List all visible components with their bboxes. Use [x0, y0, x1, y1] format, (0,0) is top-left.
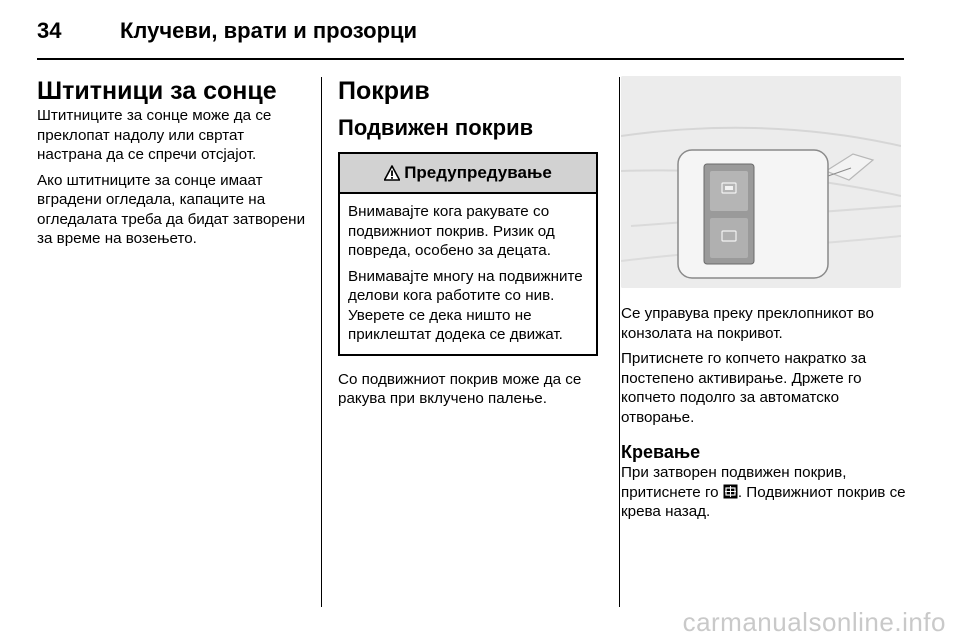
- tilting-text-after: . Подвижниот покрив се крева назад.: [621, 483, 906, 520]
- tilting-text-before: При затворен подвижен покрив, притиснете го: [621, 464, 847, 501]
- sun-visors-paragraph: Штитниците за сонце може да се преклопат надолу или свртат настрана да се спречи отсјајот.: [37, 107, 272, 163]
- sunroof-heading: Подвижен покрив: [338, 115, 534, 140]
- header-rule: [37, 58, 904, 60]
- tilt-button-icon: [723, 484, 738, 499]
- watermark: carmanualsonline.info: [682, 607, 946, 637]
- tilting-heading: Кревање: [621, 442, 701, 462]
- page-number: 34: [37, 18, 62, 43]
- switch-location-paragraph: Се управува преку преклопникот во конзолата на покривот.: [621, 305, 874, 342]
- sunroof-switch-illustration: [621, 76, 901, 288]
- column-divider: [321, 77, 322, 607]
- warning-body: [340, 194, 596, 354]
- sun-visors-heading: Штитници за сонце: [37, 77, 277, 105]
- press-button-paragraph: Притиснете го копчето накратко за постепено активирање. Држете го копчето подолго за автоматско отворање.: [621, 350, 867, 426]
- roof-heading: Покрив: [338, 77, 430, 105]
- section-title: Клучеви, врати и прозорци: [120, 18, 418, 43]
- warning-box: [338, 152, 598, 356]
- vanity-mirror-paragraph: Ако штитниците за сонце имаат вградени огледала, капаците на огледалата треба да бидат затворени за време на возењето.: [37, 171, 306, 247]
- warning-header: [340, 154, 596, 194]
- column-divider: [619, 77, 620, 607]
- column-roof: [338, 76, 602, 409]
- warning-paragraph: Внимавајте кога ракувате со подвижниот покрив. Ризик од повреда, особено за децата.: [348, 203, 555, 259]
- warning-triangle-icon: [384, 165, 400, 181]
- warning-paragraph: Внимавајте многу на подвижните делови кога работите со нив. Уверете се дека ништо не приклештат додека се движат.: [348, 267, 583, 343]
- column-sun-visors: [37, 76, 307, 249]
- column-operation: [621, 76, 906, 522]
- ignition-paragraph: Со подвижниот покрив може да се ракува при вклучено палење.: [338, 370, 582, 407]
- warning-title: Предупредување: [404, 163, 552, 182]
- sunroof-switch-illustration: [621, 76, 901, 288]
- tilting-paragraph: [621, 463, 906, 522]
